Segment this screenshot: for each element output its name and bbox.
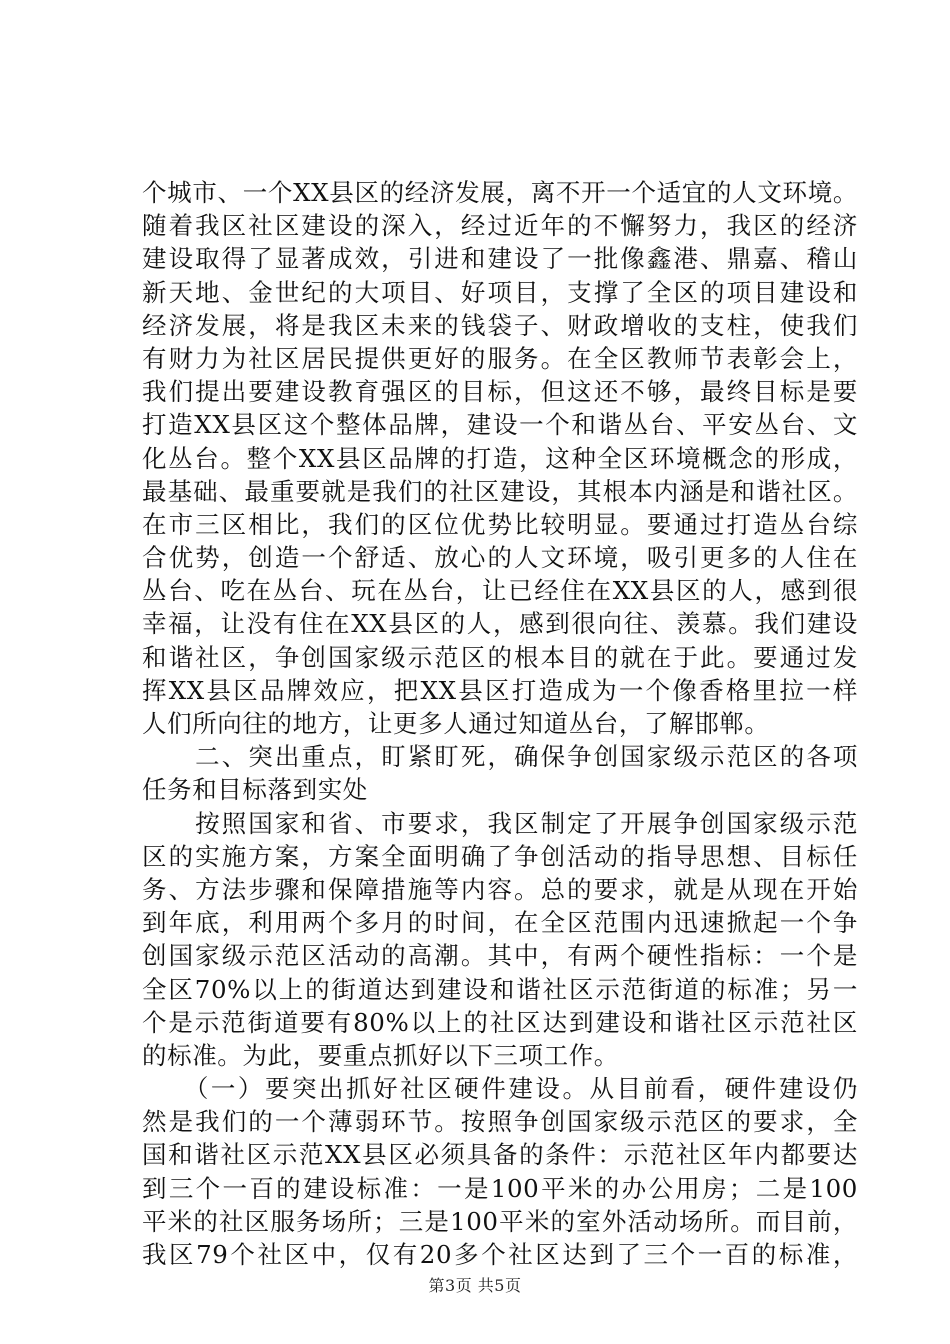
text-line: 有财力为社区居民提供更好的服务。在全区教师节表彰会上， xyxy=(142,343,858,373)
text-line: 区的实施方案，方案全面明确了争创活动的指导思想、目标任 xyxy=(142,841,858,871)
text-line: 人们所向往的地方，让更多人通过知道丛台，了解邯郸。 xyxy=(142,709,770,738)
text-line: 最基础、最重要就是我们的社区建设，其根本内涵是和谐社区。 xyxy=(142,476,858,506)
text-line: 个是示范街道要有80%以上的社区达到建设和谐社区示范社区 xyxy=(142,1007,858,1037)
text-line: （一）要突出抓好社区硬件建设。从目前看，硬件建设仍 xyxy=(142,1074,858,1104)
text-line: 务、方法步骤和保障措施等内容。总的要求，就是从现在开始 xyxy=(142,874,858,904)
text-line: 我们提出要建设教育强区的目标，但这还不够，最终目标是要 xyxy=(142,377,858,407)
text-line: 和谐社区，争创国家级示范区的根本目的就在于此。要通过发 xyxy=(142,642,858,672)
text-line: 我区79个社区中，仅有20多个社区达到了三个一百的标准， xyxy=(142,1240,858,1269)
text-line: 按照国家和省、市要求，我区制定了开展争创国家级示范 xyxy=(142,808,858,838)
text-line: 国和谐社区示范XX县区必须具备的条件：示范社区年内都要达 xyxy=(142,1140,858,1170)
text-line: 二、突出重点，盯紧盯死，确保争创国家级示范区的各项 xyxy=(142,742,858,772)
text-line: 打造XX县区这个整体品牌，建设一个和谐丛台、平安丛台、文 xyxy=(142,410,858,440)
document-body xyxy=(142,176,858,1271)
text-line: 然是我们的一个薄弱环节。按照争创国家级示范区的要求，全 xyxy=(142,1107,858,1137)
text-line: 合优势，创造一个舒适、放心的人文环境，吸引更多的人住在 xyxy=(142,543,858,573)
text-line: 平米的社区服务场所；三是100平米的室外活动场所。而目前， xyxy=(142,1206,858,1236)
text-line: 任务和目标落到实处 xyxy=(142,775,368,805)
text-line: 的标准。为此，要重点抓好以下三项工作。 xyxy=(142,1040,619,1070)
text-line: 创国家级示范区活动的高潮。其中，有两个硬性指标：一个是 xyxy=(142,941,858,971)
text-line: 在市三区相比，我们的区位优势比较明显。要通过打造丛台综 xyxy=(142,509,858,539)
text-line: 丛台、吃在丛台、玩在丛台，让已经住在XX县区的人，感到很 xyxy=(142,576,858,606)
page-footer: 第3页 共5页 xyxy=(428,1276,522,1295)
text-line: 建设取得了显著成效，引进和建设了一批像鑫港、鼎嘉、稽山 xyxy=(142,244,858,274)
text-line: 全区70%以上的街道达到建设和谐社区示范街道的标准；另一 xyxy=(142,974,858,1004)
text-line: 到年底，利用两个多月的时间，在全区范围内迅速掀起一个争 xyxy=(142,908,858,938)
text-line: 个城市、一个XX县区的经济发展，离不开一个适宜的人文环境。 xyxy=(142,178,858,207)
text-line: 经济发展，将是我区未来的钱袋子、财政增收的支柱，使我们 xyxy=(142,310,858,340)
text-line: 随着我区社区建设的深入，经过近年的不懈努力，我区的经济 xyxy=(142,211,858,241)
text-line: 新天地、金世纪的大项目、好项目，支撑了全区的项目建设和 xyxy=(142,277,858,307)
text-line: 幸福，让没有住在XX县区的人，感到很向往、羡慕。我们建设 xyxy=(142,609,858,639)
text-line: 到三个一百的建设标准：一是100平米的办公用房；二是100 xyxy=(142,1173,858,1203)
text-line: 化丛台。整个XX县区品牌的打造，这种全区环境概念的形成， xyxy=(142,443,858,473)
text-line: 挥XX县区品牌效应，把XX县区打造成为一个像香格里拉一样 xyxy=(142,675,858,705)
